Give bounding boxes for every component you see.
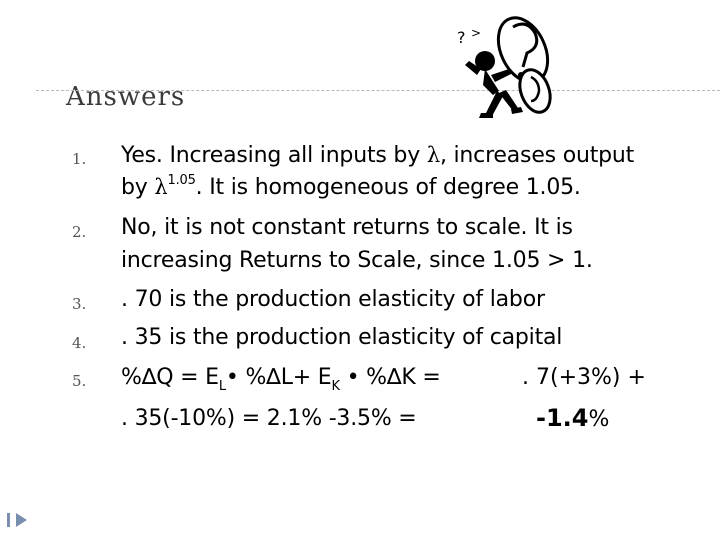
item-1-line-2 [121,175,581,200]
list-number-4: 4. [72,334,87,352]
eq-part-a: %∆Q = E [121,365,219,390]
eq-part-c: • %∆K = [339,365,441,390]
subscript-k: K [331,379,340,394]
result-unit: % [588,407,610,432]
item-5-result [536,404,609,432]
item-4-line-1: . 35 is the production elasticity of capital [121,325,563,350]
confused-person-with-question-marks-icon [445,5,565,125]
item-5-line-2: . 35(-10%) = 2.1% -3.5% = [121,406,417,431]
item-1-text-d: . It is homogeneous of degree 1.05. [195,175,581,200]
list-number-5: 5. [72,372,87,390]
svg-text:?: ? [457,28,466,47]
item-3-line-1: . 70 is the production elasticity of labor [121,287,545,312]
list-number-1: 1. [72,150,87,168]
item-1-text-c: by [121,175,155,200]
title-divider [36,90,720,91]
item-1-text-a: Yes. Increasing all inputs by [121,143,427,168]
list-number-3: 3. [72,295,87,313]
lambda-symbol: λ [154,175,168,199]
exponent: 1.05 [167,173,196,188]
svg-text:>: > [471,26,482,40]
eq-part-b: • %∆L+ E [225,365,332,390]
subscript-l: L [218,379,226,394]
item-2-line-1: No, it is not constant returns to scale. It is [121,215,573,240]
item-1-line-1 [121,143,634,168]
item-5-right-term: . 7(+3%) + [522,365,646,390]
result-value: -1.4 [536,404,589,432]
item-2-line-2: increasing Returns to Scale, since 1.05 > 1. [121,248,593,273]
list-number-2: 2. [72,223,87,241]
slide-nav-bar[interactable] [7,513,10,527]
lambda-symbol: λ [426,143,440,167]
slide-title: Answers [66,82,186,112]
slide-nav-arrow-icon[interactable] [16,513,27,527]
item-1-text-b: , increases output [439,143,635,168]
item-5-equation [121,365,441,394]
